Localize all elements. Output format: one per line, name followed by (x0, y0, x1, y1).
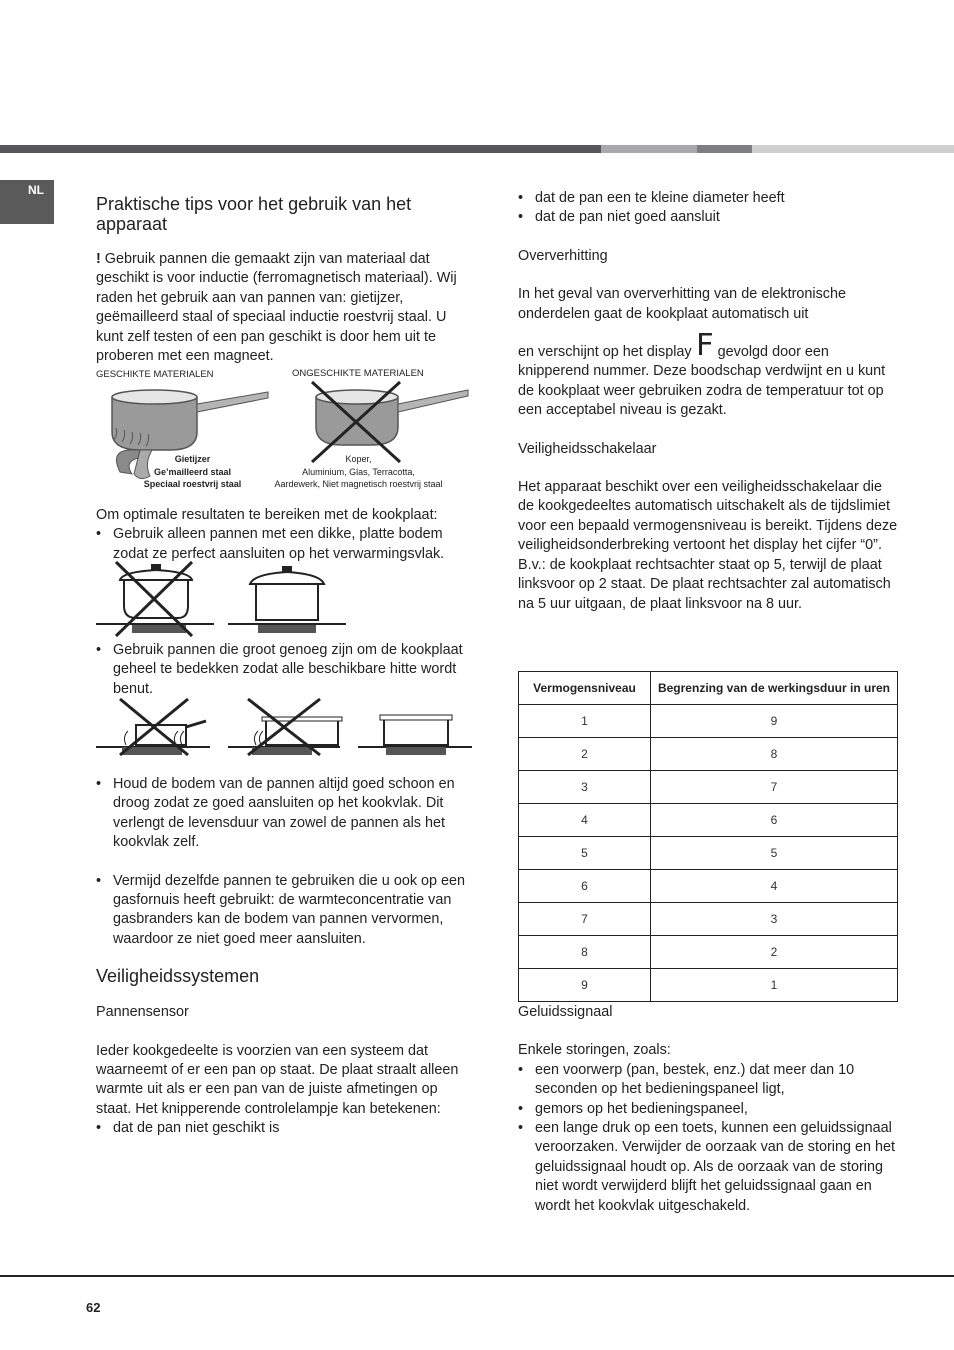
switch-example: B.v.: de kookplaat rechtsachter staat op 5, terwijl de plaat linksvoor op 2 staat. De plaat rechtsachter zal automatisch na 5 uur uitgaan, de plaat linksvoor na 8 uur. (518, 556, 891, 612)
right-column (518, 189, 898, 614)
page-number: 62 (86, 1300, 101, 1315)
header-bar-mid (601, 145, 697, 153)
switch-heading: Veiligheidsschakelaar (518, 440, 657, 457)
suitable-item: Gietijzer (174, 454, 211, 464)
display-f-symbol: F (695, 328, 714, 364)
unsuitable-item: Aluminium, Glas, Terracotta, (302, 466, 415, 477)
header-bar-dark (0, 145, 601, 153)
left-column (96, 194, 476, 366)
bullet-clean-bottom: • Houd de bodem van de pannen altijd goed schoon en droog zodat ze goed aansluiten op het kookvlak. Dit verlengt de levensduur van zowel de pannen als het kookvlak zelf. (96, 775, 476, 853)
cell-hours: 2 (651, 936, 898, 969)
bullet-block-2 (96, 641, 476, 699)
sound-bullet: • gemors op het bedieningspaneel, (518, 1100, 898, 1119)
pan-sensor-text: Ieder kookgedeelte is voorzien van een systeem dat waarneemt of er een pan op staat. De plaat straalt alleen warmte uit als er een pan van de juiste afmetingen op staat. Het knipperende controlelampje kan betekenen: (96, 1042, 459, 1117)
table-header-limit: Begrenzing van de werkingsduur in uren (651, 672, 898, 705)
table-row (519, 936, 898, 969)
overheat-text-a: en verschijnt op het display (518, 344, 692, 361)
overheat-text-b: gevolgd door een knipperend nummer. Deze boodschap verdwijnt en u kunt de kookplaat weer gebruiken zodra de temperatuur tot op een acceptabel niveau is gezakt. (518, 344, 886, 419)
cell-level: 5 (519, 837, 651, 870)
suitable-item: Speciaal roestvrij staal (143, 479, 242, 489)
table-header-level: Vermogensniveau (519, 672, 651, 705)
sound-block (518, 1003, 898, 1216)
unsuitable-item: Aardewerk, Niet magnetisch roestvrij staal (274, 479, 443, 489)
table-row (519, 738, 898, 771)
bullet-pan-size: • Gebruik pannen die groot genoeg zijn om de kookplaat geheel te bedekken zodat alle beschikbare hitte wordt benut. (96, 641, 476, 699)
sound-bullet: • een lange druk op een toets, kunnen een geluidssignaal veroorzaken. Verwijder de oorzaak van de storing en het geluidssignaal houdt op. Als de oorzaak van de storing niet wordt verwijderd blijft het geluidssignaal gaan en wordt het kookvlak uitgeschakeld. (518, 1119, 898, 1216)
suitable-materials-list (130, 453, 255, 491)
bullet-flat-bottom: • Gebruik alleen pannen met een dikke, platte bodem zodat ze perfect aansluiten op het verwarmingsvlak. (96, 525, 476, 564)
cell-level: 3 (519, 771, 651, 804)
unsuitable-materials-list (256, 453, 461, 491)
cell-hours: 8 (651, 738, 898, 771)
optimal-block (96, 506, 476, 564)
cell-hours: 4 (651, 870, 898, 903)
table-row (519, 969, 898, 1002)
cell-hours: 6 (651, 804, 898, 837)
section-heading-tips: Praktische tips voor het gebruik van het apparaat (96, 194, 412, 234)
unsuitable-materials-label: ONGESCHIKTE MATERIALEN (292, 368, 424, 379)
table-row (519, 804, 898, 837)
footer-rule (0, 1275, 954, 1277)
pan-size-illustration (96, 697, 474, 757)
intro-text: Gebruik pannen die gemaakt zijn van materiaal dat geschikt is voor inductie (ferromagnetisch materiaal). Wij raden het gebruik aan van pannen van: gietijzer, geëmailleerd staal of speciaal inductie roestvrij staal. U kunt zelf testen of een pan geschikt is door hem uit te proberen met een magneet. (96, 251, 457, 365)
table-header-row (519, 672, 898, 705)
sensor-bullet: • dat de pan niet geschikt is (96, 1119, 476, 1138)
cell-hours: 5 (651, 837, 898, 870)
suitable-materials-label: GESCHIKTE MATERIALEN (96, 369, 214, 380)
suitable-item: Ge’mailleerd staal (153, 466, 232, 477)
overheat-text: In het geval van oververhitting van de elektronische onderdelen gaat de kookplaat automatisch uit (518, 286, 846, 322)
table-row (519, 837, 898, 870)
cell-hours: 1 (651, 969, 898, 1002)
cell-level: 4 (519, 804, 651, 837)
cell-level: 6 (519, 870, 651, 903)
unsuitable-pan-illustration (312, 382, 472, 462)
bullet-gas-pans: • Vermijd dezelfde pannen te gebruiken die u ook op een gasfornuis heeft gebruikt: de warmteconcentratie van gasbranders kan de bodem van pannen vervormen, waardoor ze niet goed meer aansluiten. (96, 872, 476, 950)
table-row (519, 705, 898, 738)
unsuitable-item: Koper, (345, 454, 372, 464)
overheat-heading: Oververhitting (518, 247, 608, 264)
cell-level: 9 (519, 969, 651, 1002)
cell-level: 7 (519, 903, 651, 936)
cell-hours: 3 (651, 903, 898, 936)
language-tab: NL (0, 180, 54, 224)
cell-hours: 7 (651, 771, 898, 804)
optimal-intro: Om optimale resultaten te bereiken met de kookplaat: (96, 507, 438, 523)
warning-mark: ! (96, 251, 101, 267)
cell-hours: 9 (651, 705, 898, 738)
sound-bullet: • een voorwerp (pan, bestek, enz.) dat meer dan 10 seconden op het bedieningspaneel ligt, (518, 1061, 898, 1100)
switch-text: Het apparaat beschikt over een veiligheidsschakelaar die de kookgedeeltes automatisch uitschakelt als de tijdslimiet voor een bepaald vermogensniveau is bereikt. Tijdens deze veiligheidsonderbreking vertoont het display het cijfer “0”. (518, 479, 898, 554)
sound-intro: Enkele storingen, zoals: (518, 1042, 671, 1059)
sensor-bullet: • dat de pan niet goed aansluit (518, 208, 898, 227)
time-limit-table (518, 671, 898, 1002)
flat-bottom-illustration (96, 560, 356, 640)
header-bar-darkmid (697, 145, 752, 153)
cell-level: 1 (519, 705, 651, 738)
overheat-display-text (518, 328, 898, 421)
cell-level: 8 (519, 936, 651, 969)
bullet-block-3 (96, 775, 476, 1139)
intro-paragraph (96, 250, 476, 366)
sound-heading: Geluidssignaal (518, 1004, 613, 1020)
pan-sensor-heading: Pannensensor (96, 1004, 189, 1021)
table-row (519, 903, 898, 936)
header-bar-light (752, 145, 954, 153)
sensor-bullet: • dat de pan een te kleine diameter heeft (518, 189, 898, 208)
section-heading-safety: Veiligheidssystemen (96, 966, 260, 987)
table-row (519, 771, 898, 804)
table-row (519, 870, 898, 903)
cell-level: 2 (519, 738, 651, 771)
